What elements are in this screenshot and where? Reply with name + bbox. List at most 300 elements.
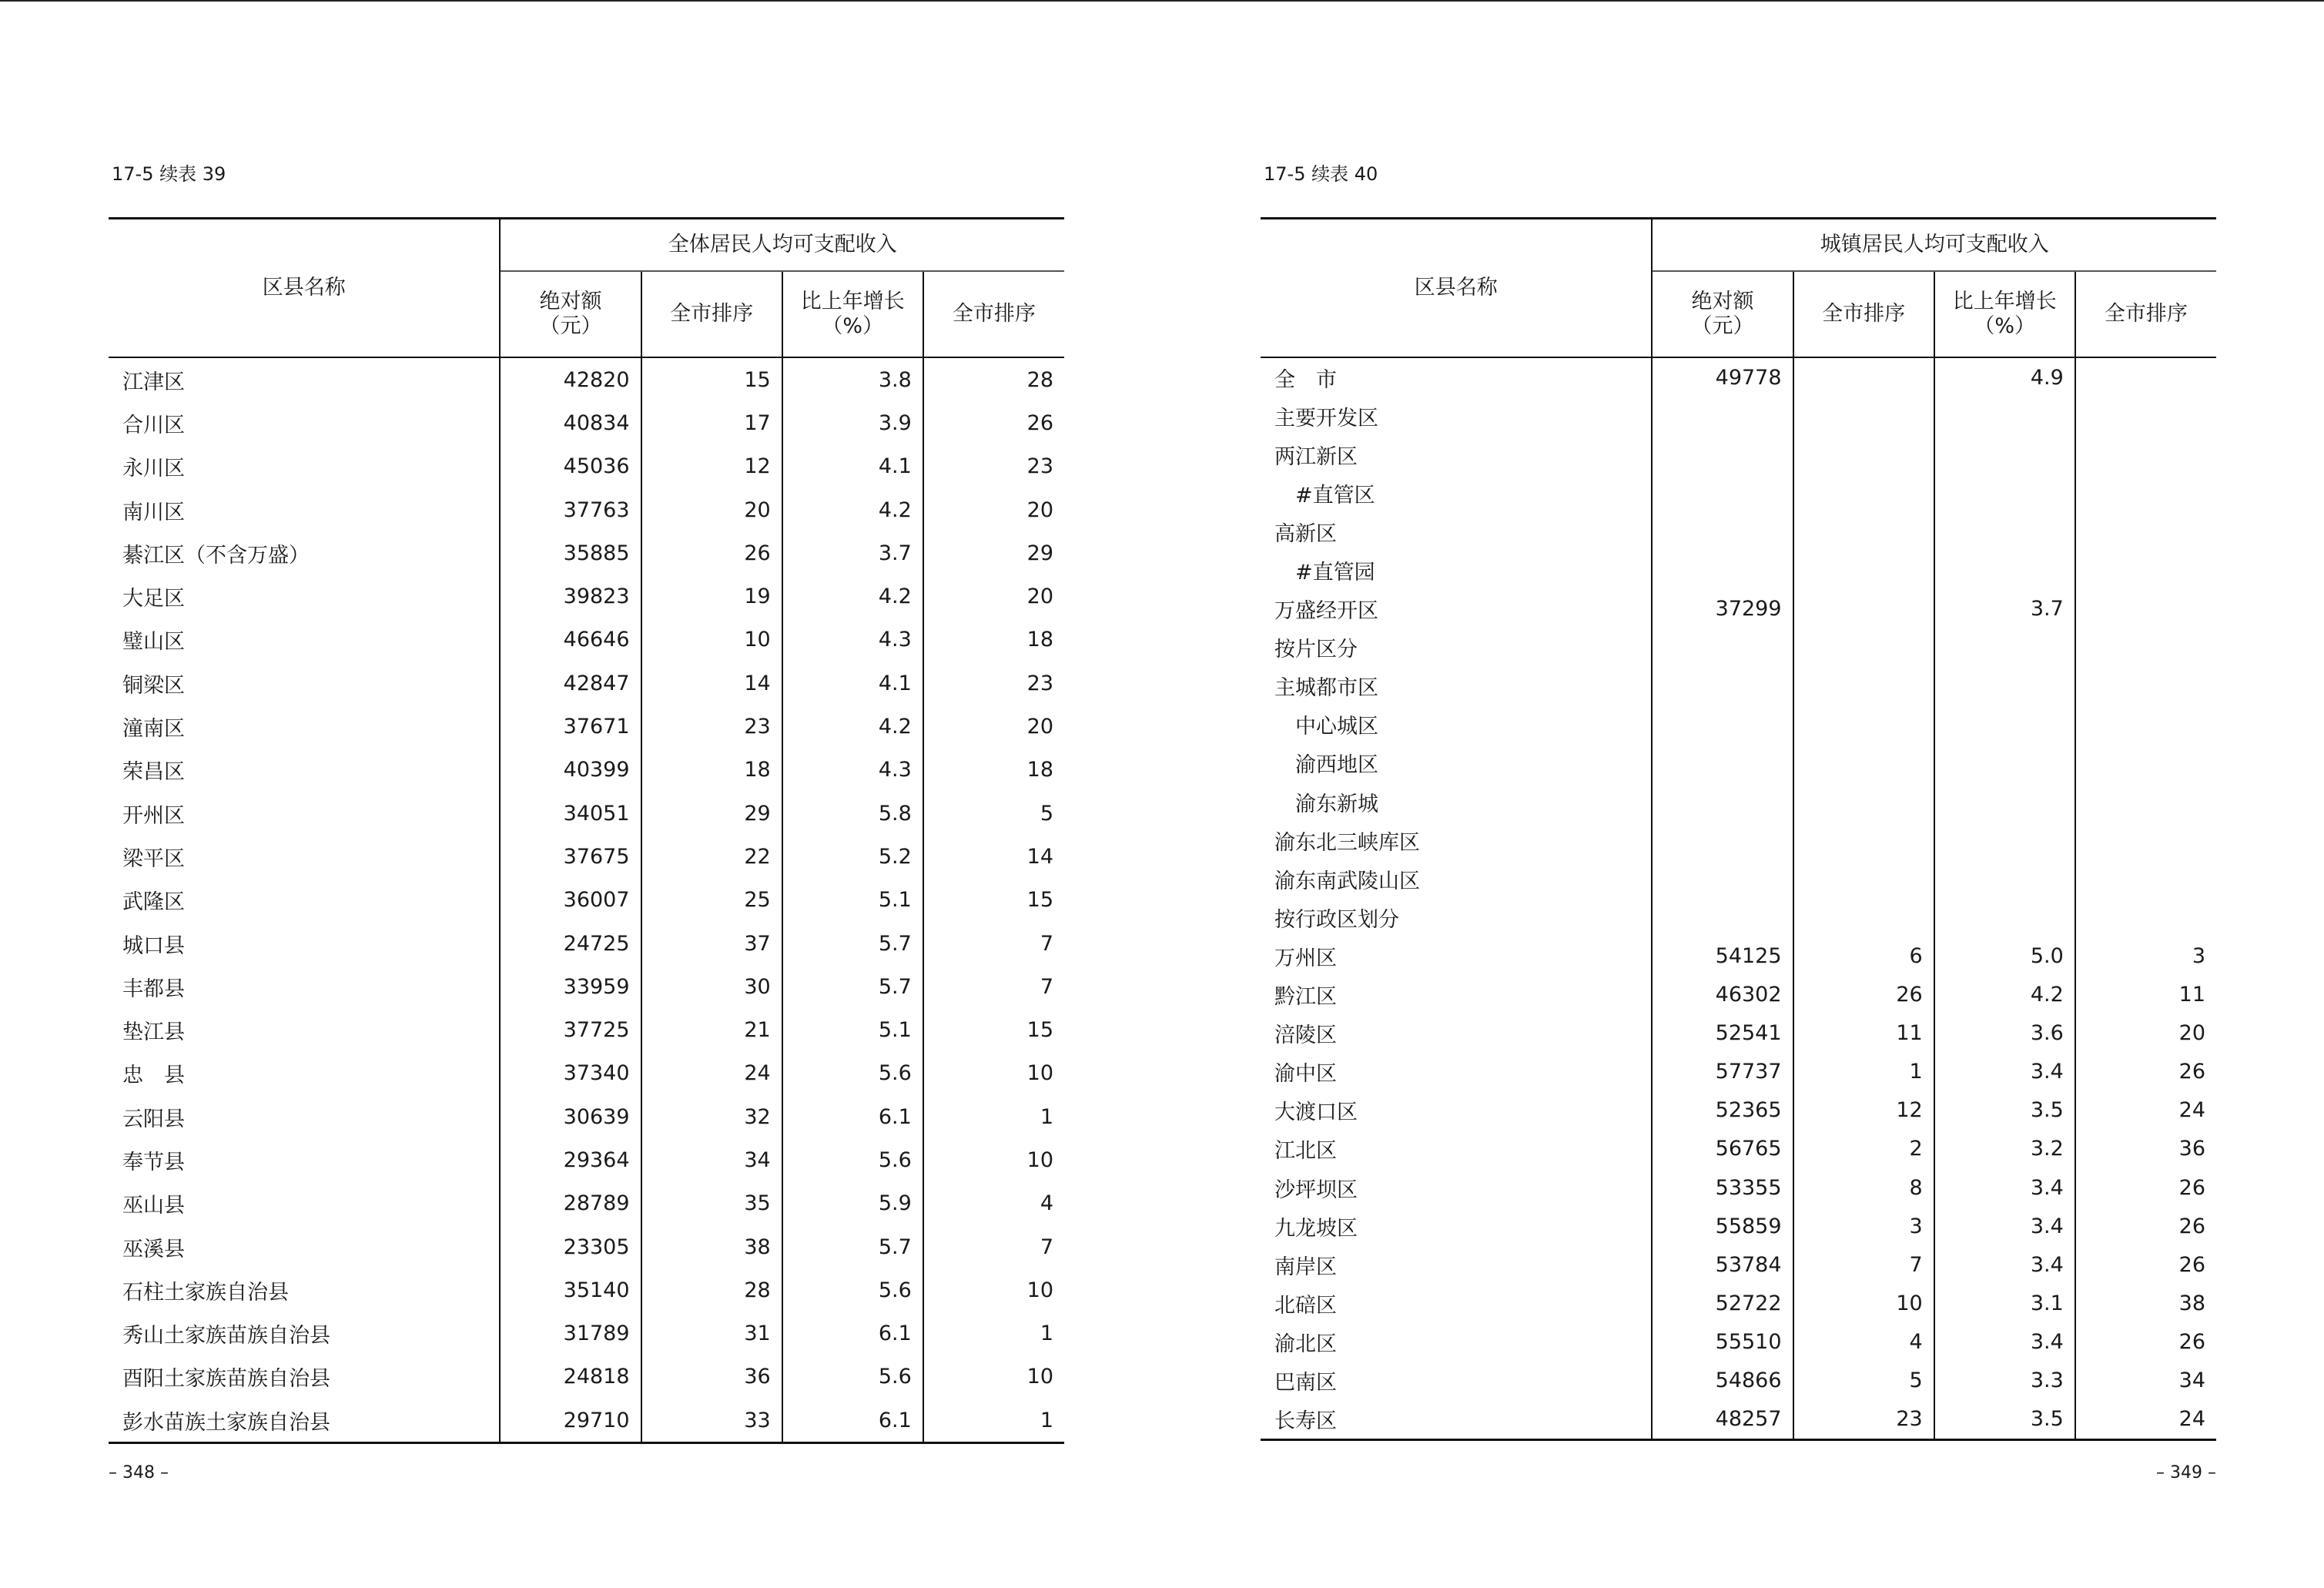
table-row: [1261, 1322, 2216, 1361]
table-row: [109, 662, 1064, 705]
district-name-cell: 渝西地区: [1261, 744, 1652, 782]
growth-rank-cell: 26: [2178, 1060, 2205, 1084]
city-rank-cell: [1793, 435, 1934, 474]
table-row: [109, 531, 1064, 575]
growth-rate-cell: 3.5: [1934, 1091, 2075, 1130]
growth-rate-cell: 3.9: [782, 401, 923, 444]
absolute-amount-cell: 37299: [1652, 590, 1793, 628]
absolute-amount-cell: [1652, 859, 1793, 898]
city-rank-cell: [1793, 667, 1934, 705]
absolute-amount-cell: 52722: [1652, 1284, 1793, 1322]
header-city-rank: 全市排序: [1793, 271, 1934, 357]
growth-rate-cell: 3.4: [1934, 1168, 2075, 1207]
growth-rate-cell: 3.4: [1934, 1245, 2075, 1284]
growth-rate-cell: 5.6: [782, 1052, 923, 1095]
city-rank-cell: 33: [641, 1399, 782, 1443]
growth-rank-cell: [2075, 397, 2216, 435]
city-rank-cell: 25: [641, 879, 782, 922]
growth-rate-cell: 5.0: [1934, 936, 2075, 975]
growth-rate-cell: 5.1: [782, 1008, 923, 1051]
growth-rate-cell: 4.9: [1934, 357, 2075, 397]
table-row: [1261, 512, 2216, 551]
table-row: [1261, 1091, 2216, 1130]
growth-rate-cell: [1934, 705, 2075, 744]
growth-rate-cell: 4.1: [782, 445, 923, 488]
page-number: – 348 –: [109, 1463, 169, 1482]
table-row: [1261, 898, 2216, 936]
table-body: [1261, 357, 2216, 1439]
absolute-amount-cell: 36007: [500, 879, 641, 922]
header-district-name: 区县名称: [1261, 219, 1652, 358]
table-row: [109, 1138, 1064, 1181]
city-rank-cell: 26: [641, 531, 782, 575]
growth-rate-cell: 5.7: [782, 965, 923, 1008]
absolute-amount-cell: 31789: [500, 1312, 641, 1355]
growth-rank-cell: [2075, 590, 2216, 628]
city-rank-cell: 19: [641, 575, 782, 618]
absolute-amount-cell: 23305: [500, 1225, 641, 1268]
district-name-cell: 巫溪县: [109, 1225, 500, 1268]
growth-rate-cell: 3.8: [782, 357, 923, 401]
absolute-amount-cell: 28789: [500, 1182, 641, 1225]
growth-rank-cell: 14: [1026, 844, 1053, 869]
growth-rank-cell: 1: [1040, 1322, 1053, 1346]
absolute-amount-cell: 40399: [500, 749, 641, 792]
growth-rate-cell: 5.1: [782, 879, 923, 922]
city-rank-cell: [1793, 474, 1934, 512]
income-table-urban-residents: [1261, 217, 2216, 1441]
district-name-cell: 渝东北三峡库区: [1261, 821, 1652, 859]
district-name-cell: 秀山土家族苗族自治县: [109, 1312, 500, 1355]
growth-rank-cell: 4: [1040, 1191, 1053, 1216]
city-rank-cell: 30: [641, 965, 782, 1008]
city-rank-cell: 38: [641, 1225, 782, 1268]
table-row: [1261, 1014, 2216, 1053]
header-city-rank: 全市排序: [641, 271, 782, 357]
district-name-cell: 荣昌区: [109, 749, 500, 792]
district-name-cell: 合川区: [109, 401, 500, 444]
table-row: [1261, 474, 2216, 512]
city-rank-cell: 12: [641, 445, 782, 488]
growth-rate-cell: [1934, 512, 2075, 551]
page-number: – 349 –: [2156, 1463, 2216, 1482]
district-name-cell: 主城都市区: [1261, 667, 1652, 705]
growth-rank-cell: 26: [2178, 1329, 2205, 1354]
absolute-amount-cell: 56765: [1652, 1130, 1793, 1168]
district-name-cell: 万盛经开区: [1261, 590, 1652, 628]
city-rank-cell: 17: [641, 401, 782, 444]
city-rank-cell: [1793, 859, 1934, 898]
district-name-cell: 高新区: [1261, 512, 1652, 551]
table-row: [109, 1182, 1064, 1225]
city-rank-cell: 15: [641, 357, 782, 401]
district-name-cell: 开州区: [109, 792, 500, 835]
absolute-amount-cell: [1652, 821, 1793, 859]
table-body: [109, 357, 1064, 1443]
table-row: [1261, 397, 2216, 435]
absolute-amount-cell: 53784: [1652, 1245, 1793, 1284]
absolute-amount-cell: 30639: [500, 1095, 641, 1138]
absolute-amount-cell: 40834: [500, 401, 641, 444]
city-rank-cell: [1793, 357, 1934, 397]
city-rank-cell: 22: [641, 835, 782, 878]
absolute-amount-cell: 52541: [1652, 1014, 1793, 1053]
growth-rate-cell: 3.4: [1934, 1053, 2075, 1091]
growth-rate-cell: [1934, 821, 2075, 859]
growth-rank-cell: 18: [1026, 628, 1053, 652]
city-rank-cell: 7: [1793, 1245, 1934, 1284]
table-row: [109, 749, 1064, 792]
growth-rate-cell: [1934, 859, 2075, 898]
growth-rate-cell: 6.1: [782, 1399, 923, 1443]
growth-rate-cell: 5.6: [782, 1355, 923, 1399]
district-name-cell: 璧山区: [109, 618, 500, 662]
absolute-amount-cell: 52365: [1652, 1091, 1793, 1130]
absolute-amount-cell: 29364: [500, 1138, 641, 1181]
table-row: [1261, 976, 2216, 1014]
table-row: [1261, 1207, 2216, 1245]
table-row: [1261, 859, 2216, 898]
table-row: [1261, 705, 2216, 744]
growth-rank-cell: 7: [1040, 974, 1053, 999]
table-row: [109, 792, 1064, 835]
table-row: [109, 1052, 1064, 1095]
growth-rank-cell: 11: [2178, 983, 2205, 1007]
city-rank-cell: 2: [1793, 1130, 1934, 1168]
table-row: [109, 1355, 1064, 1399]
city-rank-cell: 14: [641, 662, 782, 705]
absolute-amount-cell: 37763: [500, 488, 641, 531]
city-rank-cell: 10: [641, 618, 782, 662]
growth-rate-cell: 4.2: [782, 705, 923, 748]
district-name-cell: 长寿区: [1261, 1400, 1652, 1440]
district-name-cell: 酉阳土家族苗族自治县: [109, 1355, 500, 1399]
city-rank-cell: 36: [641, 1355, 782, 1399]
growth-rank-cell: 3: [2192, 943, 2205, 968]
growth-rank-cell: [2075, 705, 2216, 744]
absolute-amount-cell: [1652, 474, 1793, 512]
table-row: [109, 1268, 1064, 1312]
growth-rank-cell: 24: [2075, 1400, 2216, 1440]
table-row: [1261, 628, 2216, 667]
table-row: [1261, 782, 2216, 821]
growth-rank-cell: 34: [2178, 1368, 2205, 1392]
city-rank-cell: 5: [1793, 1361, 1934, 1399]
growth-rate-cell: [1934, 744, 2075, 782]
absolute-amount-cell: 53355: [1652, 1168, 1793, 1207]
table-row: [109, 401, 1064, 444]
growth-rank-cell: [2075, 628, 2216, 667]
district-name-cell: 云阳县: [109, 1095, 500, 1138]
top-border-line: [0, 0, 2324, 2]
absolute-amount-cell: 37340: [500, 1052, 641, 1095]
city-rank-cell: 12: [1793, 1091, 1934, 1130]
table-row: [1261, 1168, 2216, 1207]
growth-rate-cell: 4.2: [782, 575, 923, 618]
city-rank-cell: 1: [1793, 1053, 1934, 1091]
city-rank-cell: [1793, 705, 1934, 744]
growth-rate-cell: [1934, 474, 2075, 512]
growth-rank-cell: [2075, 474, 2216, 512]
growth-rank-cell: 20: [1026, 498, 1053, 522]
table-row: [1261, 551, 2216, 589]
growth-rate-cell: 6.1: [782, 1095, 923, 1138]
growth-rate-cell: 3.4: [1934, 1322, 2075, 1361]
growth-rank-cell: 10: [1026, 1061, 1053, 1086]
district-name-cell: 万州区: [1261, 936, 1652, 975]
growth-rate-cell: 3.3: [1934, 1361, 2075, 1399]
district-name-cell: 垫江县: [109, 1008, 500, 1051]
district-name-cell: 綦江区（不含万盛）: [109, 531, 500, 575]
city-rank-cell: 3: [1793, 1207, 1934, 1245]
absolute-amount-cell: 39823: [500, 575, 641, 618]
growth-rank-cell: 28: [1026, 367, 1053, 392]
growth-rate-cell: 4.3: [782, 618, 923, 662]
district-name-cell: 中心城区: [1261, 705, 1652, 744]
city-rank-cell: 11: [1793, 1014, 1934, 1053]
district-name-cell: 北碚区: [1261, 1284, 1652, 1322]
growth-rate-cell: 5.2: [782, 835, 923, 878]
absolute-amount-cell: 35885: [500, 531, 641, 575]
header-growth-rate: 比上年增长 （%）: [1934, 271, 2075, 357]
city-rank-cell: [1793, 397, 1934, 435]
header-growth-rank: 全市排序: [923, 271, 1064, 357]
district-name-cell: 渝东南武陵山区: [1261, 859, 1652, 898]
growth-rank-cell: 5: [1040, 801, 1053, 826]
district-name-cell: 忠 县: [109, 1052, 500, 1095]
growth-rank-cell: [2075, 551, 2216, 589]
growth-rank-cell: [2075, 782, 2216, 821]
district-name-cell: 永川区: [109, 445, 500, 488]
growth-rate-cell: 3.1: [1934, 1284, 2075, 1322]
growth-rank-cell: 18: [1026, 758, 1053, 782]
growth-rate-cell: [1934, 667, 2075, 705]
district-name-cell: 沙坪坝区: [1261, 1168, 1652, 1207]
city-rank-cell: 18: [641, 749, 782, 792]
absolute-amount-cell: [1652, 551, 1793, 589]
absolute-amount-cell: 24818: [500, 1355, 641, 1399]
growth-rank-cell: 20: [1026, 715, 1053, 739]
city-rank-cell: [1793, 512, 1934, 551]
growth-rank-cell: 10: [1026, 1365, 1053, 1389]
district-name-cell: #直管园: [1261, 551, 1652, 589]
growth-rank-cell: 26: [1026, 410, 1053, 435]
district-name-cell: 主要开发区: [1261, 397, 1652, 435]
growth-rank-cell: 7: [1040, 931, 1053, 956]
district-name-cell: 铜梁区: [109, 662, 500, 705]
header-growth-rate: 比上年增长 （%）: [782, 271, 923, 357]
growth-rate-cell: 4.1: [782, 662, 923, 705]
growth-rank-cell: [2075, 512, 2216, 551]
growth-rank-cell: 26: [2178, 1252, 2205, 1277]
city-rank-cell: 21: [641, 1008, 782, 1051]
table-row: [1261, 936, 2216, 975]
growth-rate-cell: 4.3: [782, 749, 923, 792]
growth-rate-cell: [1934, 551, 2075, 589]
growth-rank-cell: 1: [923, 1399, 1064, 1443]
absolute-amount-cell: 42820: [500, 357, 641, 401]
growth-rank-cell: [2075, 898, 2216, 936]
district-name-cell: 梁平区: [109, 835, 500, 878]
city-rank-cell: 23: [641, 705, 782, 748]
city-rank-cell: 37: [641, 922, 782, 965]
district-name-cell: 江北区: [1261, 1130, 1652, 1168]
growth-rate-cell: 3.4: [1934, 1207, 2075, 1245]
city-rank-cell: 4: [1793, 1322, 1934, 1361]
growth-rate-cell: 3.5: [1934, 1400, 2075, 1440]
city-rank-cell: 32: [641, 1095, 782, 1138]
table-row: [109, 488, 1064, 531]
growth-rank-cell: 36: [2178, 1137, 2205, 1161]
district-name-cell: 城口县: [109, 922, 500, 965]
city-rank-cell: 31: [641, 1312, 782, 1355]
growth-rank-cell: 15: [1026, 1018, 1053, 1043]
table-caption: 17-5 续表 40: [1264, 163, 1378, 185]
header-group-title: 城镇居民人均可支配收入: [1652, 219, 2216, 272]
growth-rate-cell: 5.8: [782, 792, 923, 835]
district-name-cell: 九龙坡区: [1261, 1207, 1652, 1245]
city-rank-cell: 10: [1793, 1284, 1934, 1322]
table-row: [109, 1008, 1064, 1051]
table-row: [109, 922, 1064, 965]
table-row: [109, 445, 1064, 488]
growth-rank-cell: 26: [2178, 1175, 2205, 1200]
growth-rank-cell: [2075, 859, 2216, 898]
table-row: [109, 705, 1064, 748]
absolute-amount-cell: 42847: [500, 662, 641, 705]
city-rank-cell: 8: [1793, 1168, 1934, 1207]
absolute-amount-cell: 46646: [500, 618, 641, 662]
growth-rank-cell: [2075, 744, 2216, 782]
growth-rank-cell: 10: [1026, 1278, 1053, 1302]
header-absolute-amount: 绝对额 （元）: [500, 271, 641, 357]
absolute-amount-cell: 54125: [1652, 936, 1793, 975]
growth-rank-cell: 38: [2178, 1291, 2205, 1315]
absolute-amount-cell: 55510: [1652, 1322, 1793, 1361]
district-name-cell: 巫山县: [109, 1182, 500, 1225]
income-table-all-residents: [109, 217, 1064, 1444]
growth-rate-cell: 3.7: [1934, 590, 2075, 628]
district-name-cell: 按行政区划分: [1261, 898, 1652, 936]
district-name-cell: 渝东新城: [1261, 782, 1652, 821]
growth-rate-cell: [1934, 628, 2075, 667]
growth-rank-cell: 26: [2178, 1214, 2205, 1238]
table-row: [109, 1225, 1064, 1268]
growth-rate-cell: 5.7: [782, 1225, 923, 1268]
growth-rank-cell: 23: [1026, 671, 1053, 695]
absolute-amount-cell: [1652, 397, 1793, 435]
table-row: [109, 879, 1064, 922]
absolute-amount-cell: 37675: [500, 835, 641, 878]
city-rank-cell: 34: [641, 1138, 782, 1181]
table-row: [1261, 1361, 2216, 1399]
absolute-amount-cell: 37725: [500, 1008, 641, 1051]
table-row: [109, 1312, 1064, 1355]
city-rank-cell: [1793, 628, 1934, 667]
absolute-amount-cell: 54866: [1652, 1361, 1793, 1399]
growth-rate-cell: 5.6: [782, 1138, 923, 1181]
growth-rank-cell: 23: [1026, 454, 1053, 479]
absolute-amount-cell: 49778: [1652, 357, 1793, 397]
table-row: [1261, 744, 2216, 782]
absolute-amount-cell: 33959: [500, 965, 641, 1008]
city-rank-cell: 23: [1793, 1400, 1934, 1440]
growth-rank-cell: 20: [1026, 585, 1053, 609]
absolute-amount-cell: 57737: [1652, 1053, 1793, 1091]
district-name-cell: 石柱土家族自治县: [109, 1268, 500, 1312]
city-rank-cell: [1793, 782, 1934, 821]
growth-rate-cell: 5.7: [782, 922, 923, 965]
district-name-cell: 奉节县: [109, 1138, 500, 1181]
header-growth-rank: 全市排序: [2075, 271, 2216, 357]
absolute-amount-cell: [1652, 782, 1793, 821]
growth-rank-cell: 7: [1040, 1235, 1053, 1259]
absolute-amount-cell: 34051: [500, 792, 641, 835]
growth-rank-cell: 24: [2178, 1098, 2205, 1123]
district-name-cell: 渝北区: [1261, 1322, 1652, 1361]
table-row: [1261, 435, 2216, 474]
header-group-title: 全体居民人均可支配收入: [500, 219, 1064, 272]
absolute-amount-cell: [1652, 512, 1793, 551]
district-name-cell: 江津区: [109, 357, 500, 401]
district-name-cell: 南川区: [109, 488, 500, 531]
growth-rank-cell: 20: [2178, 1021, 2205, 1046]
city-rank-cell: [1793, 821, 1934, 859]
table-row: [109, 835, 1064, 878]
district-name-cell: 按片区分: [1261, 628, 1652, 667]
growth-rate-cell: 3.7: [782, 531, 923, 575]
table-row: [109, 1399, 1064, 1443]
table-row: [109, 575, 1064, 618]
table-row: [1261, 1130, 2216, 1168]
growth-rate-cell: 4.2: [782, 488, 923, 531]
absolute-amount-cell: 37671: [500, 705, 641, 748]
city-rank-cell: [1793, 744, 1934, 782]
city-rank-cell: [1793, 590, 1934, 628]
table-row: [109, 618, 1064, 662]
district-name-cell: 涪陵区: [1261, 1014, 1652, 1053]
growth-rate-cell: 5.9: [782, 1182, 923, 1225]
table-caption: 17-5 续表 39: [112, 163, 226, 185]
district-name-cell: 潼南区: [109, 705, 500, 748]
growth-rank-cell: 15: [1026, 888, 1053, 913]
city-rank-cell: 24: [641, 1052, 782, 1095]
growth-rate-cell: [1934, 782, 2075, 821]
district-name-cell: 渝中区: [1261, 1053, 1652, 1091]
table-row: [1261, 357, 2216, 397]
absolute-amount-cell: [1652, 667, 1793, 705]
growth-rank-cell: [2075, 821, 2216, 859]
absolute-amount-cell: 45036: [500, 445, 641, 488]
table-row: [109, 965, 1064, 1008]
growth-rate-cell: [1934, 435, 2075, 474]
district-name-cell: 大足区: [109, 575, 500, 618]
table-row: [1261, 1400, 2216, 1440]
table-row: [1261, 1284, 2216, 1322]
absolute-amount-cell: 48257: [1652, 1400, 1793, 1440]
growth-rank-cell: [2075, 357, 2216, 397]
city-rank-cell: [1793, 898, 1934, 936]
growth-rank-cell: 29: [1026, 541, 1053, 565]
district-name-cell: 南岸区: [1261, 1245, 1652, 1284]
absolute-amount-cell: [1652, 744, 1793, 782]
absolute-amount-cell: 46302: [1652, 976, 1793, 1014]
district-name-cell: 大渡口区: [1261, 1091, 1652, 1130]
header-district-name: 区县名称: [109, 219, 500, 358]
growth-rank-cell: 1: [1040, 1104, 1053, 1129]
growth-rank-cell: [2075, 667, 2216, 705]
district-name-cell: 武隆区: [109, 879, 500, 922]
